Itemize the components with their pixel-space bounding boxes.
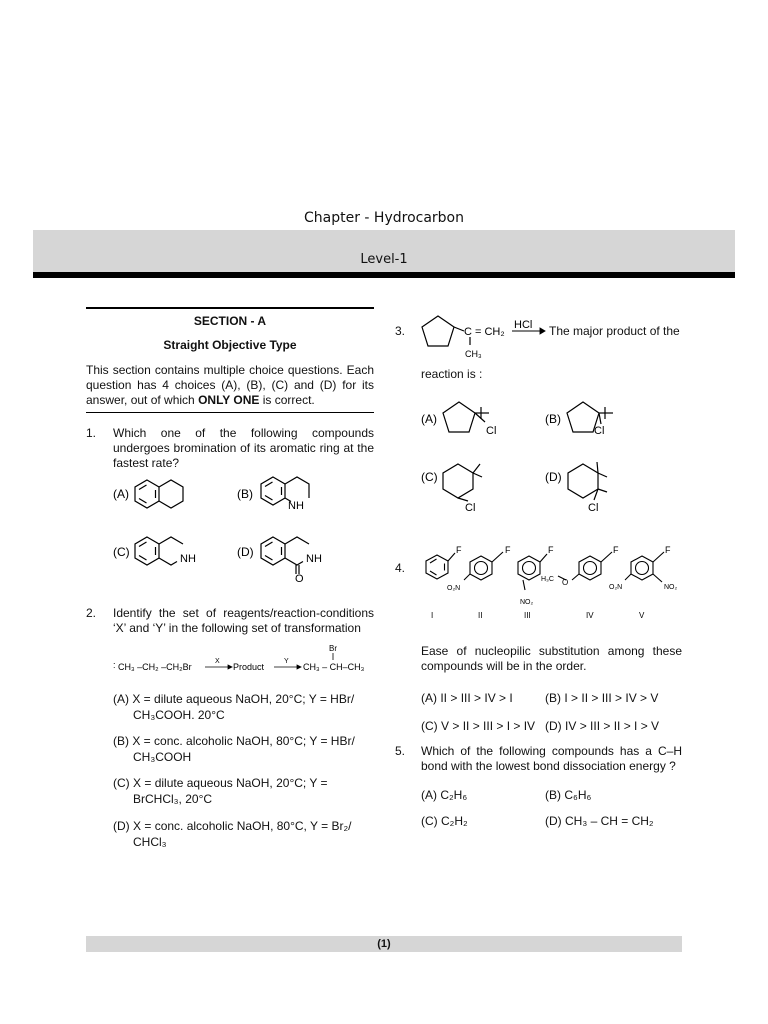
atom-f: F <box>548 545 554 555</box>
structure-4-iv <box>558 552 612 580</box>
question-5-option-b[interactable] <box>545 787 591 803</box>
atom-nh: NH <box>180 553 196 565</box>
atom-o: O <box>295 573 304 585</box>
chapter-title: Chapter - Hydrocarbon <box>304 210 464 226</box>
question-2-option-d[interactable] <box>113 818 374 850</box>
structure-option-3b <box>567 402 613 432</box>
section-intro-text: This section contains multiple choice questions. Each question has 4 choices (A), (B), (C) and (D) for its answer, out of which <box>86 363 374 407</box>
question-5-option-a[interactable] <box>421 787 467 803</box>
option-text: X = conc. alcoholic NaOH, 80°C; Y = HBr/ <box>132 734 355 748</box>
option-text: X = dilute aqueous NaOH, 20°C; Y = <box>133 776 328 790</box>
structure-tetrahydroisoquinoline <box>135 537 183 565</box>
question-number: 2. <box>86 606 97 620</box>
option-text: C₆H₆ <box>564 788 592 802</box>
question-3-text-cont: reaction is : <box>421 367 483 381</box>
question-4-option-c[interactable] <box>421 718 535 734</box>
question-5-text: Which of the following compounds has a C–H bond with the lowest bond dissociation energy ? <box>421 744 682 773</box>
question-4-option-d[interactable] <box>545 718 659 734</box>
question-number: 3. <box>395 324 406 338</box>
option-label: (B) <box>545 691 561 705</box>
section-intro <box>86 363 374 408</box>
question-2-option-c[interactable] <box>113 775 374 807</box>
atom-cl: Cl <box>486 425 497 437</box>
atom-cl: Cl <box>588 502 599 514</box>
option-text-cont: CH₃COOH. 20°C <box>133 708 225 722</box>
scheme-product: Product <box>233 662 265 672</box>
label-1a: (A) <box>113 487 129 501</box>
atom-f: F <box>456 545 462 555</box>
atom-no2: NO₂ <box>664 584 678 591</box>
roman-iv: IV <box>586 611 594 620</box>
option-text: V > II > III > I > IV <box>441 719 536 733</box>
option-text: I > II > III > IV > V <box>564 691 659 705</box>
option-label: (B) <box>113 734 129 748</box>
option-label: (B) <box>545 788 561 802</box>
label-1c: (C) <box>113 545 130 559</box>
option-text-cont: CH₃COOH <box>133 750 192 764</box>
section-top-rule <box>86 307 374 309</box>
option-label: (C) <box>421 814 438 828</box>
structure-option-3a <box>443 402 489 432</box>
scheme-reactant: CH₃ –CH₂ –CH₂Br <box>118 662 192 672</box>
roman-iii: III <box>524 611 531 620</box>
structure-4-v <box>625 552 664 582</box>
label-3d: (D) <box>545 470 562 484</box>
structure-option-3c <box>443 464 482 501</box>
structure-tetrahydroquinoline <box>261 477 309 505</box>
section-bottom-rule <box>86 412 374 413</box>
question-number: 1. <box>86 426 97 440</box>
atom-no2: NO₂ <box>520 599 534 606</box>
question-number: 5. <box>395 744 406 758</box>
label-3b: (B) <box>545 412 561 426</box>
atom-f: F <box>665 545 671 555</box>
label-3c: (C) <box>421 470 438 484</box>
option-label: (C) <box>421 719 438 733</box>
question-4-option-a[interactable] <box>421 690 513 706</box>
section-intro-text-end: is correct. <box>259 393 315 407</box>
structure-4-iii <box>518 554 547 590</box>
atom-cl: Cl <box>594 425 605 437</box>
atom-f: F <box>505 545 511 555</box>
atom-f: F <box>613 545 619 555</box>
option-label: (D) <box>545 719 562 733</box>
roman-i: I <box>431 611 434 620</box>
roman-v: V <box>639 611 645 620</box>
option-label: (C) <box>113 776 130 790</box>
structure-tetralin <box>135 480 183 508</box>
option-text: C₂H₆ <box>440 788 468 802</box>
option-text: X = dilute aqueous NaOH, 20°C; Y = HBr/ <box>132 692 355 706</box>
option-text: CH₃ – CH = CH₂ <box>565 814 654 828</box>
question-number: 4. <box>395 561 406 575</box>
atom-o: O <box>562 578 569 587</box>
question-2-text: Identify the set of reagents/reaction-conditions ‘X’ and ‘Y’ in the following set of transformation <box>113 606 374 635</box>
label-3a: (A) <box>421 412 437 426</box>
scheme-final-product: CH₃ – CH–CH₃ <box>303 662 365 672</box>
question-4-option-b[interactable] <box>545 690 658 706</box>
structure-option-3d <box>568 462 607 500</box>
option-label: (A) <box>113 692 129 706</box>
page-number: (1) <box>86 936 682 952</box>
structure-4-i <box>426 553 455 579</box>
scheme-x: X <box>215 658 220 665</box>
option-text-cont: BrCHCl₃, 20°C <box>133 792 213 806</box>
atom-nh: NH <box>288 500 304 512</box>
scheme-br: Br <box>329 644 337 653</box>
reaction-reagent: HCl <box>514 319 533 331</box>
reaction-alkene: C = CH₂ <box>464 326 505 338</box>
label-1b: (B) <box>237 487 253 501</box>
scheme-lead: : <box>113 660 116 670</box>
option-label: (D) <box>113 819 130 833</box>
atom-cl: Cl <box>465 502 476 514</box>
scheme-y: Y <box>284 658 289 665</box>
structure-4-ii <box>464 552 503 580</box>
reaction-methyl: CH₃ <box>465 349 482 359</box>
option-label: (A) <box>421 691 437 705</box>
header-rule <box>33 272 735 278</box>
atom-o2n: O₂N <box>609 584 623 591</box>
option-label: (D) <box>545 814 562 828</box>
atom-o2n: O₂N <box>447 585 461 592</box>
level-title: Level-1 <box>360 252 408 267</box>
option-text: X = conc. alcoholic NaOH, 80°C, Y = Br₂/ <box>133 819 352 833</box>
option-text-cont: CHCl₃ <box>133 835 167 849</box>
option-text: C₂H₂ <box>441 814 468 828</box>
question-5-option-c[interactable] <box>421 813 468 829</box>
question-5-option-d[interactable] <box>545 813 654 829</box>
question-4-text: Ease of nucleopilic substitution among these compounds will be in the order. <box>421 644 682 673</box>
label-1d: (D) <box>237 545 254 559</box>
option-text: IV > III > II > I > V <box>565 719 660 733</box>
roman-ii: II <box>478 611 483 620</box>
option-label: (A) <box>421 788 437 802</box>
question-2-option-b[interactable] <box>113 733 374 765</box>
atom-h3c: H₃C <box>541 576 554 583</box>
atom-nh: NH <box>306 553 322 565</box>
section-intro-bold: ONLY ONE <box>198 393 260 407</box>
section-title: SECTION - A <box>193 314 267 328</box>
question-3-text: The major product of the <box>549 324 680 338</box>
option-text: II > III > IV > I <box>440 691 513 705</box>
question-2-option-a[interactable] <box>113 691 374 723</box>
question-1-text: Which one of the following compounds undergoes bromination of its aromatic ring at the fastest rate? <box>113 426 374 470</box>
structure-isoquinolinone <box>261 537 309 574</box>
section-subtitle: Straight Objective Type <box>163 338 297 352</box>
